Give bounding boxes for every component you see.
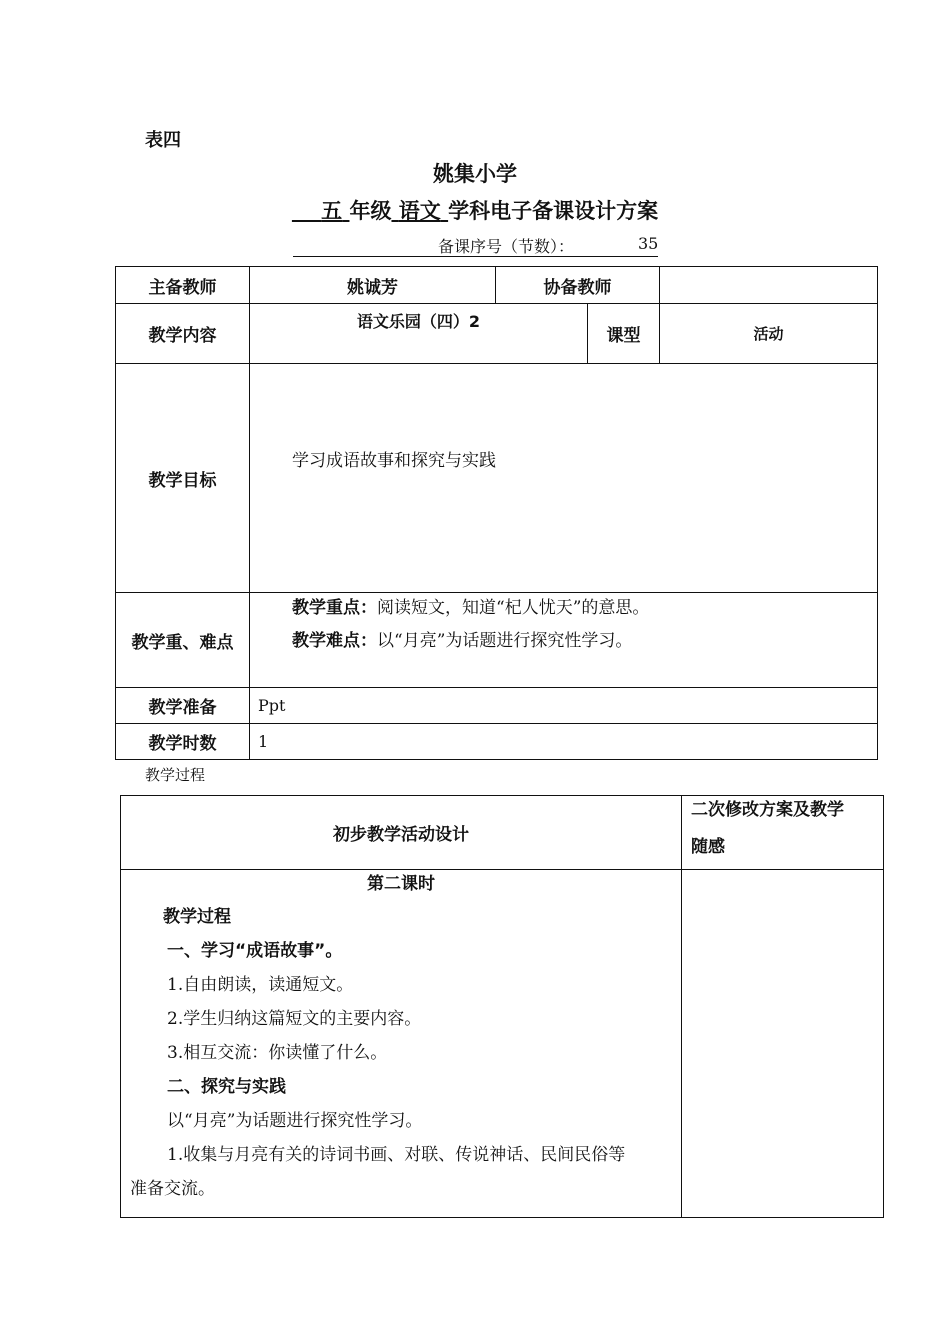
prep-label: 教学准备 <box>116 688 250 724</box>
form-label: 表四 <box>145 130 181 151</box>
main-teacher-value: 姚诚芳 <box>250 267 496 304</box>
session-title: 第二课时 <box>367 874 435 894</box>
type-value: 活动 <box>660 304 878 364</box>
revision-column-header: 二次修改方案及教学 随感 <box>682 796 884 870</box>
main-teacher-label: 主备教师 <box>116 267 250 304</box>
content-label: 教学内容 <box>116 304 250 364</box>
section-2-intro: 以“月亮”为话题进行探究性学习。 <box>167 1111 423 1131</box>
key-label: 教学重、难点 <box>116 593 250 688</box>
sequence-line <box>293 233 658 257</box>
key-point-line: 教学重点：阅读短文，知道“杞人忧天”的意思。 <box>292 598 650 618</box>
subject-value: 语文 <box>398 199 441 223</box>
hours-label: 教学时数 <box>116 724 250 760</box>
difficulty-line: 教学难点：以“月亮”为话题进行探究性学习。 <box>292 631 633 651</box>
grade-value: 五 <box>321 199 343 223</box>
design-content <box>121 870 682 1218</box>
sequence-label: 备课序号（节数）： <box>438 237 575 256</box>
content-value: 语文乐园（四）2 <box>250 304 588 364</box>
list-item: 3.相互交流：你读懂了什么。 <box>167 1043 388 1063</box>
goal-value: 学习成语故事和探究与实践 <box>250 364 878 593</box>
design-column-header: 初步教学活动设计 <box>121 796 682 870</box>
process-table <box>120 795 884 1218</box>
prep-value: Ppt <box>250 688 878 724</box>
title-suffix: 学科电子备课设计方案 <box>448 199 659 223</box>
list-item: 1.收集与月亮有关的诗词书画、对联、传说神话、民间民俗等 <box>167 1145 626 1165</box>
grade-suffix: 年级 <box>349 199 392 223</box>
section-1-heading: 一、学习“成语故事”。 <box>167 941 343 961</box>
goal-label: 教学目标 <box>116 364 250 593</box>
type-label: 课型 <box>588 304 660 364</box>
co-teacher-value <box>660 267 878 304</box>
list-item: 2.学生归纳这篇短文的主要内容。 <box>167 1009 422 1029</box>
list-item: 1.自由朗读，读通短文。 <box>167 975 354 995</box>
revision-content <box>682 870 884 1218</box>
info-table <box>115 266 878 760</box>
process-title: 教学过程 <box>163 907 231 927</box>
hours-value: 1 <box>250 724 878 760</box>
plan-title <box>0 195 950 225</box>
school-name: 姚集小学 <box>433 162 517 186</box>
section-2-heading: 二、探究与实践 <box>167 1077 286 1097</box>
key-difficulty-cell <box>250 593 878 688</box>
co-teacher-label: 协备教师 <box>496 267 660 304</box>
sequence-value: 35 <box>638 234 659 253</box>
list-item-continuation: 准备交流。 <box>130 1179 215 1199</box>
process-label: 教学过程 <box>145 766 206 784</box>
